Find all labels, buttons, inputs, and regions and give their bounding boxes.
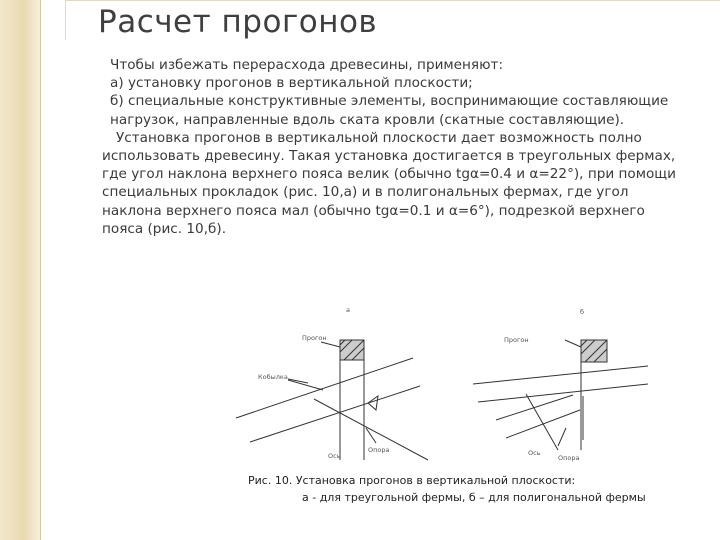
left-purlin-label: Прогон [302, 334, 327, 342]
figure-label-a: а [346, 306, 350, 314]
slide-title: Расчет прогонов [98, 4, 378, 40]
figure-a-triangular-truss [236, 340, 428, 460]
figure-caption-line1: Рис. 10. Установка прогонов в вертикальной плоскости: [248, 474, 576, 487]
paragraph-intro: Чтобы избежать перерасхода древесины, применяют: [110, 57, 504, 73]
left-pad-label: Кобылка [258, 373, 288, 381]
frame-corner-line [65, 0, 66, 40]
frame-top-line [65, 0, 720, 1]
figure-b-polygonal-truss [473, 340, 648, 450]
figure-purlin-installation [228, 300, 668, 465]
left-support-label: Опора [368, 446, 390, 454]
right-support-label: Опора [558, 454, 580, 462]
paragraph-explanation: Установка прогонов в вертикальной плоскости дает возможность полно использовать древесину. Такая установка достигается в треугольных фермах, где угол наклона верхнего пояса велик (обычно tgα=0.4 и α=22°), при помощи специальных прокладок (рис. 10,а) и в полигональных фермах, где угол наклона верхнего пояса мал (обычно tgα=0.1 и α=6°), подрезкой верхнего пояса (рис. 10,б). [102, 129, 676, 237]
figure-caption-line2: а - для треугольной фермы, б – для полигональной фермы [302, 491, 646, 504]
paragraph-item-b: б) специальные конструктивные элементы, воспринимающие составляющие нагрузок, направленные вдоль ската кровли (скатные составляющие). [110, 93, 669, 128]
figure-label-b: б [580, 308, 585, 316]
stripe-divider [40, 0, 41, 540]
right-purlin-label: Прогон [504, 336, 529, 344]
right-small-label: Ось [528, 449, 541, 457]
left-decorative-stripe [0, 0, 40, 540]
paragraph-item-a: а) установку прогонов в вертикальной плоскости; [110, 75, 473, 92]
slide-body [102, 56, 687, 238]
left-small-label: Ось [328, 452, 341, 460]
